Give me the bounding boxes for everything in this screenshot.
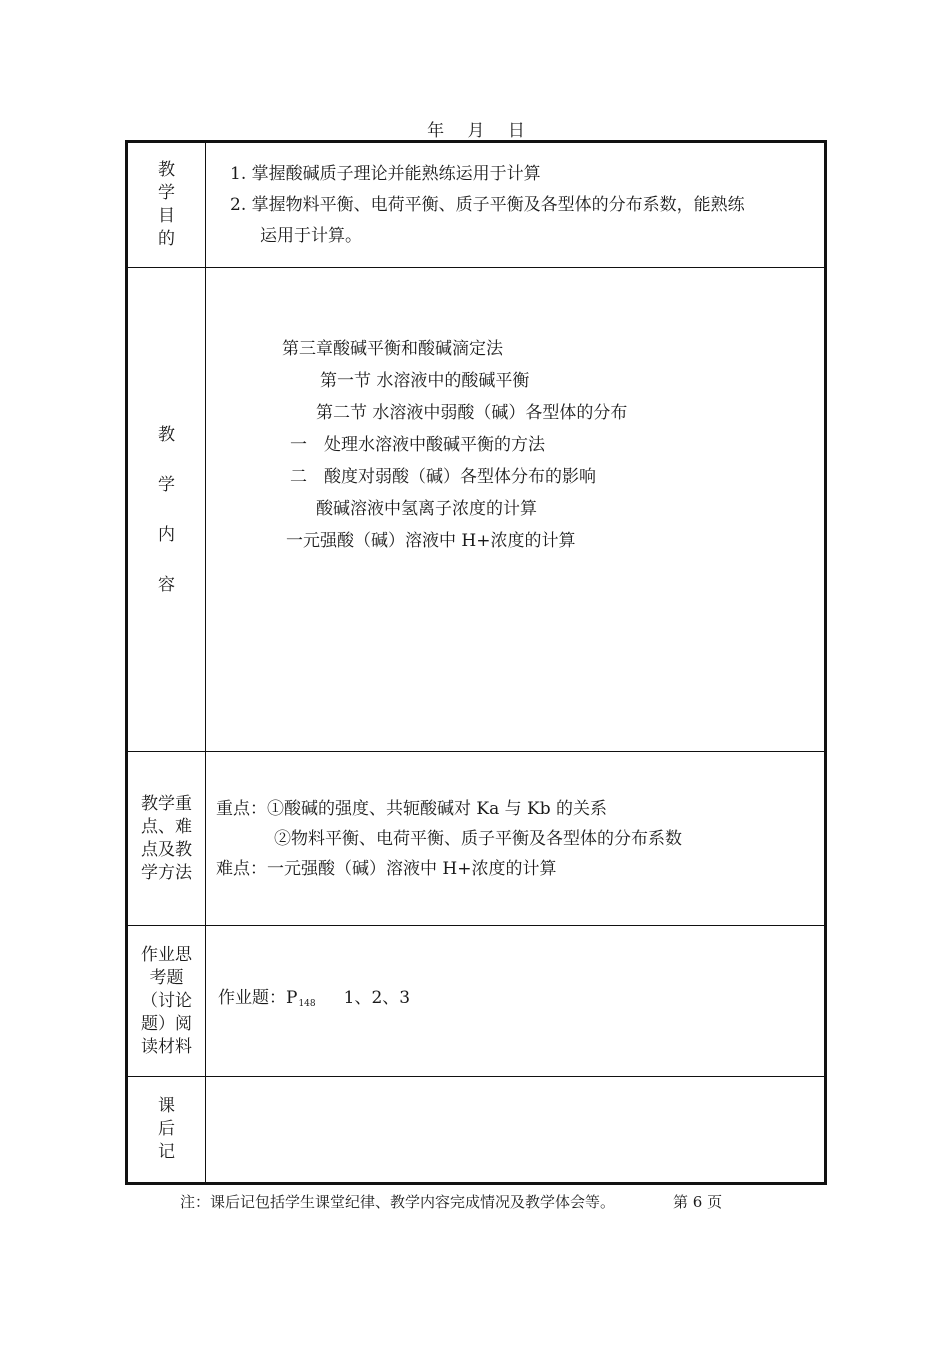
label-char: 的 (158, 229, 175, 249)
month-label: 月 (467, 121, 485, 141)
content-line: 一 处理水溶液中酸碱平衡的方法 (290, 435, 545, 455)
key-point-line: ②物料平衡、电荷平衡、质子平衡及各型体的分布系数 (274, 828, 682, 849)
key-point-line: 重点：①酸碱的强度、共轭酸碱对 Ka 与 Kb 的关系 (216, 798, 608, 819)
key-points-row (127, 752, 826, 926)
content-line: 酸碱溶液中氢离子浓度的计算 (316, 499, 537, 519)
content-line: 二 酸度对弱酸（碱）各型体分布的影响 (290, 467, 596, 487)
objectives-cell (206, 142, 826, 268)
label-char: 学 (158, 474, 175, 495)
content-line: 一元强酸（碱）溶液中 H+浓度的计算 (286, 531, 576, 551)
label-char: 课 (158, 1096, 175, 1116)
objective-item: 运用于计算。 (260, 226, 362, 246)
objective-item: 1. 掌握酸碱质子理论并能熟练运用于计算 (230, 164, 541, 184)
difficulty-line: 难点：一元强酸（碱）溶液中 H+浓度的计算 (216, 858, 557, 879)
content-line: 第一节 水溶液中的酸碱平衡 (320, 371, 530, 391)
homework-prefix: 作业题：P (218, 987, 298, 1008)
notes-cell (206, 1077, 826, 1184)
content-label (127, 268, 206, 752)
homework-items: 1、2、3 (343, 987, 411, 1008)
homework-label: 作业思考题（讨论题）阅读材料 (127, 926, 206, 1077)
page-number: 第 6 页 (673, 1193, 723, 1211)
content-line: 第二节 水溶液中弱酸（碱）各型体的分布 (316, 403, 628, 423)
label-char: 教 (158, 424, 175, 445)
label-char: 内 (158, 524, 175, 545)
footer-note: 注：课后记包括学生课堂纪律、教学内容完成情况及教学体会等。 (180, 1193, 616, 1211)
date-line (0, 116, 952, 141)
label-char: 记 (158, 1142, 175, 1162)
objectives-label (127, 142, 206, 268)
objectives-row (127, 142, 826, 268)
label-char: 教 (158, 160, 175, 180)
footer (180, 1191, 722, 1212)
chapter-title: 第三章酸碱平衡和酸碱滴定法 (282, 339, 503, 359)
label-char: 容 (158, 574, 175, 595)
day-label: 日 (507, 121, 525, 141)
key-points-cell (206, 752, 826, 926)
content-cell (206, 268, 826, 752)
lesson-plan-table (125, 140, 827, 1185)
homework-cell (206, 926, 826, 1077)
label-char: 学 (158, 183, 175, 203)
notes-row (127, 1077, 826, 1184)
year-label: 年 (427, 121, 445, 141)
objective-item: 2. 掌握物料平衡、电荷平衡、质子平衡及各型体的分布系数，能熟练 (230, 195, 745, 215)
label-char: 后 (158, 1119, 175, 1139)
homework-row (127, 926, 826, 1077)
key-points-label: 教学重点、难点及教学方法 (127, 752, 206, 926)
label-char: 目 (158, 206, 175, 226)
content-row (127, 268, 826, 752)
notes-label (127, 1077, 206, 1184)
homework-page: 148 (298, 998, 316, 1009)
